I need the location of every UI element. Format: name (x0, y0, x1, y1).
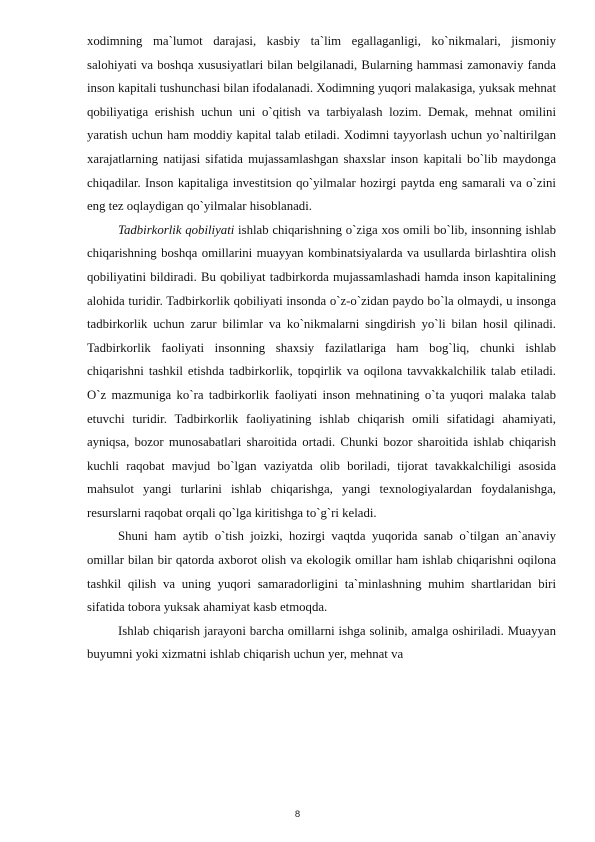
paragraph-information-ecology (87, 525, 556, 619)
term-entrepreneurial-ability: Tadbirkorlik qobiliyati (118, 222, 235, 237)
paragraph-text: ishlab chiqarishning o`ziga xos omili bo`lib, insonning ishlab chiqarishning boshqa omillarini muayyan kombinatsiyalarda va usullarda birlashtira olish qobiliyatini bildiradi. Bu qobiliyat tadbirkorda mujassamlashadi hamda inson kapitalining alohida turidir. Tadbirkorlik qobiliyati insonda o`z-o`zidan paydo bo`la olmaydi, u insonga tadbirkorlik uchun zarur bilimlar va ko`nikmalarni singdirish yo`li bilan hosil qilinadi. Tadbirkorlik faoliyati insonning shaxsiy fazilatlariga ham bog`liq, chunki ishlab chiqarishni tashkil etishda tadbirkorlik, topqirlik va oqilona tavvakkalchilik talab etiladi. O`z mazmuniga ko`ra tadbirkorlik faoliyati inson mehnatining o`ta yuqori malaka talab etuvchi turidir. Tadbirkorlik faoliyatining ishlab chiqarish omili sifatidagi ahamiyati, ayniqsa, bozor munosabatlari sharoitida ortadi. Chunki bozor sharoitida ishlab chiqarish kuchli raqobat mavjud bo`lgan vaziyatda olib boriladi, tijorat tavakkalchiligi asosida mahsulot yangi turlarini ishlab chiqarishga, yangi texnologiyalardan foydalanishga, resurslarni raqobat orqali qo`lga kiritishga to`g`ri keladi. (87, 222, 556, 520)
paragraph-text: xodimning ma`lumot darajasi, kasbiy ta`lim egallaganligi, ko`nikmalari, jismoniy salohiyati va boshqa xususiyatlari bilan belgilanadi, Bularning hammasi zamonaviy fanda inson kapitali tushunchasi bilan ifodalanadi. Xodimning yuqori malakasiga, yuksak mehnat qobiliyatiga erishish uchun uni o`qitish va tarbiyalash lozim. Demak, mehnat omilini yaratish uchun ham moddiy kapital talab etiladi. Xodimni tayyorlash uchun yo`naltirilgan xarajatlarning natijasi sifatida mujassamlashgan shaxslar inson kapitali bo`lib maydonga chiqadilar. Inson kapitaliga investitsion qo`yilmalar hozirgi paytda eng samarali va o`zini eng tez oqlaydigan qo`yilmalar hisoblanadi. (87, 34, 556, 214)
document-page (87, 30, 556, 667)
page-number: 8 (294, 809, 301, 820)
paragraph-text: Shuni ham aytib o`tish joizki, hozirgi vaqtda yuqorida sanab o`tilgan an`anaviy omillar bilan bir qatorda axborot olish va ekologik omillar ham ishlab chiqarishni oqilona tashkil qilish va uning yuqori samaradorligini ta`minlashning muhim shartlaridan biri sifatida tobora yuksak ahamiyat kasb etmoqda. (87, 529, 556, 615)
paragraph-production-process (87, 620, 556, 667)
paragraph-human-capital (87, 30, 556, 219)
paragraph-entrepreneurial-ability (87, 219, 556, 526)
paragraph-text: Ishlab chiqarish jarayoni barcha omillarni ishga solinib, amalga oshiriladi. Muayyan buyumni yoki xizmatni ishlab chiqarish uchun yer, mehnat va (87, 623, 556, 662)
